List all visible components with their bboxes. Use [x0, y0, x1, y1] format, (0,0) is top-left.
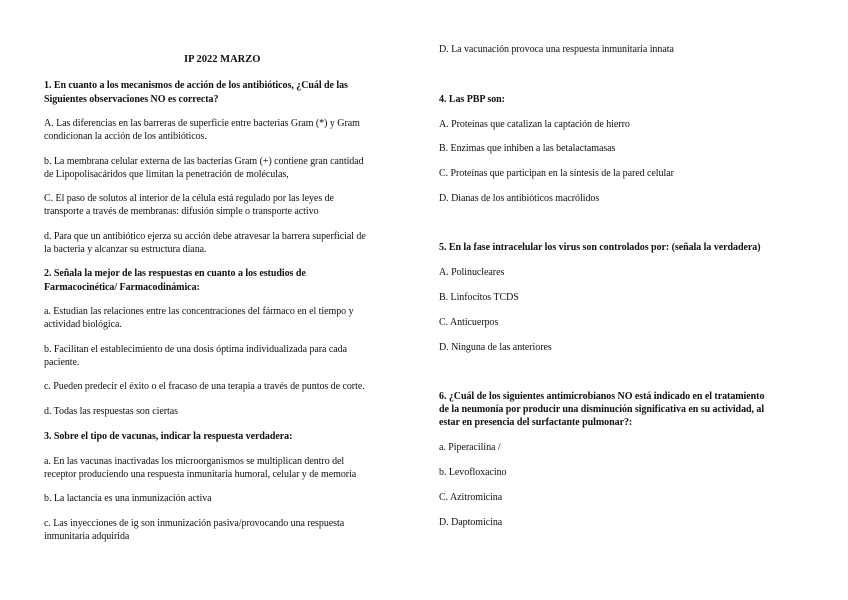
q3-option-d: D. La vacunación provoca una respuesta inmunitaria innata [439, 44, 674, 55]
q1-option-a-line2: condicionan la acción de los antibióticos. [44, 131, 207, 142]
question-2-line2: Farmacocinética/ Farmacodinámica: [44, 282, 200, 293]
q2-option-c: c. Pueden predecir el éxito o el fracaso de una terapia a través de puntos de corte. [44, 381, 365, 392]
q2-option-a-line2: actividad biológica. [44, 319, 122, 330]
q4-option-c: C. Proteínas que participan en la síntesis de la pared celular [439, 168, 674, 179]
q5-option-d: D. Ninguna de las anteriores [439, 342, 552, 353]
q3-option-c-line1: c. Las inyecciones de ig son inmunización pasiva/provocando una respuesta [44, 518, 345, 529]
q4-option-a: A. Proteínas que catalizan la captación de hierro [439, 119, 630, 130]
q3-option-a-line1: a. En las vacunas inactivadas los microorganismos se multiplican dentro del [44, 456, 345, 467]
q3-option-a-line2: receptor produciendo una respuesta inmunitaria humoral, celular y de memoria [44, 469, 357, 480]
q1-option-c-line2: transporte a través de membranas: difusión simple o transporte activo [44, 206, 319, 217]
q3-option-c-line2: inmunitaria adquirida [44, 531, 130, 542]
q6-option-a: a. Piperacilina / [439, 442, 501, 453]
q1-option-b-line2: de Lipopolisacáridos que limitan la penetración de moléculas, [44, 169, 289, 180]
q2-option-d: d. Todas las respuestas son ciertas [44, 406, 179, 417]
q6-option-d: D. Daptomicina [439, 517, 503, 528]
question-2-line1: 2. Señala la mejor de las respuestas en cuanto a los estudios de [44, 268, 306, 279]
q1-option-d-line2: la bacteria y alcanzar su estructura diana. [44, 244, 207, 255]
q2-option-b-line1: b. Facilitan el establecimiento de una dosis óptima individualizada para cada [44, 344, 347, 355]
q1-option-d-line1: d. Para que un antibiótico ejerza su acción debe atravesar la barrera superficial de [44, 231, 366, 242]
q2-option-a-line1: a. Estudian las relaciones entre las concentraciones del fármaco en el tiempo y [44, 306, 354, 317]
question-6-line2: de la neumonía por producir una disminución significativa en su actividad, al [439, 404, 765, 415]
question-1-line2: Siguientes observaciones NO es correcta? [44, 94, 219, 105]
q5-option-b: B. Linfocitos TCDS [439, 292, 519, 303]
question-6-line3: estar en presencia del surfactante pulmonar?: [439, 417, 633, 428]
question-4: 4. Las PBP son: [439, 94, 505, 105]
page-title: IP 2022 MARZO [184, 54, 261, 65]
q6-option-c: C. Azitromicina [439, 492, 503, 503]
q1-option-b-line1: b. La membrana celular externa de las bacterias Gram (+) contiene gran cantidad [44, 156, 364, 167]
question-1-line1: 1. En cuanto a los mecanismos de acción de los antibióticos, ¿Cuál de las [44, 80, 348, 91]
q3-option-b: b. La lactancia es una inmunización activa [44, 493, 212, 504]
q5-option-c: C. Anticuerpos [439, 317, 499, 328]
question-3: 3. Sobre el tipo de vacunas, indicar la respuesta verdadera: [44, 431, 293, 442]
question-5: 5. En la fase intracelular los virus son controlados por: (señala la verdadera) [439, 242, 761, 253]
question-6-line1: 6. ¿Cuál de los siguientes antimicrobianos NO está indicado en el tratamiento [439, 391, 765, 402]
q1-option-a-line1: A. Las diferencias en las barreras de superficie entre bacterias Gram (*) y Gram [44, 118, 360, 129]
q5-option-a: A. Polinucleares [439, 267, 505, 278]
q4-option-b: B. Enzimas que inhiben a las betalactamasas [439, 143, 616, 154]
q1-option-c-line1: C. El paso de solutos al interior de la célula está regulado por las leyes de [44, 193, 334, 204]
q4-option-d: D. Dianas de los antibióticos macrólidos [439, 193, 600, 204]
q6-option-b: b. Levofloxacino [439, 467, 507, 478]
q2-option-b-line2: paciente. [44, 357, 80, 368]
